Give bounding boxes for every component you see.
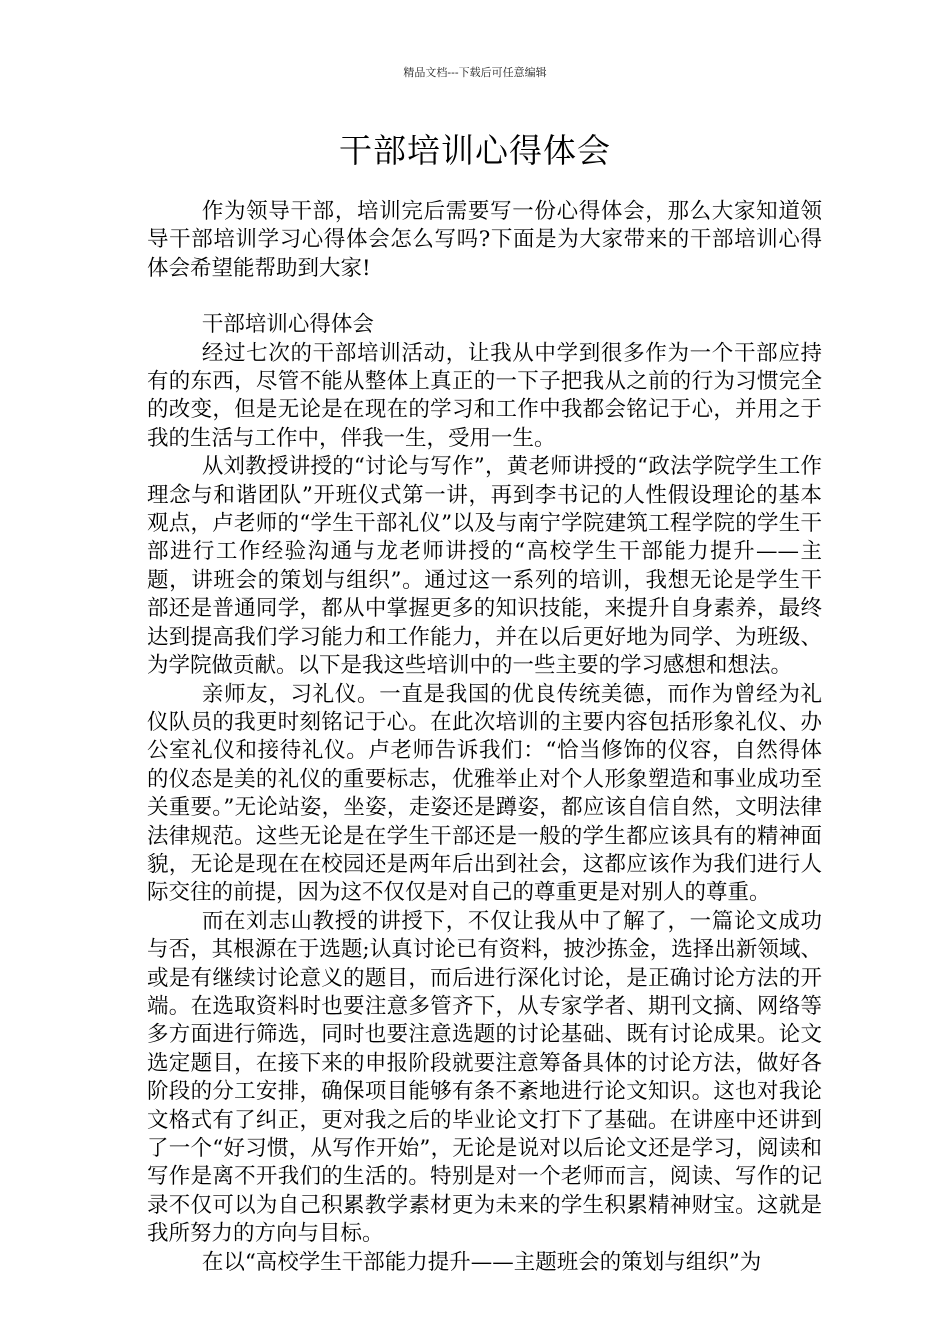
body-paragraph-4: 而在刘志山教授的讲授下，不仅让我从中了解了，一篇论文成功与否，其根源在于选题;认真讨论已有资料，披沙拣金，选择出新领域、或是有继续讨论意义的题目，而后进行深化讨论，是正确讨论方法的开端。在选取资料时也要注意多管齐下，从专家学者、期刊文摘、网络等多方面进行筛选，同时也要注意选题的讨论基础、既有讨论成果。论文选定题目，在接下来的申报阶段就要注意筹备具体的讨论方法，做好各阶段的分工安排，确保项目能够有条不紊地进行论文知识。这也对我论文格式有了纠正，更对我之后的毕业论文打下了基础。在讲座中还讲到了一个“好习惯，从写作开始”，无论是说对以后论文还是学习，阅读和写作是离不开我们的生活的。特别是对一个老师而言，阅读、写作的记录不仅可以为自己积累教学素材更为未来的学生积累精神财宝。这就是我所努力的方向与目标。 xyxy=(147,908,822,1247)
body-paragraph-1: 经过七次的干部培训活动，让我从中学到很多作为一个干部应持有的东西，尽管不能从整体上真正的一下子把我从之前的行为习惯完全的改变，但是无论是在现在的学习和工作中我都会铭记于心，并用之于我的生活与工作中，伴我一生，受用一生。 xyxy=(147,340,822,451)
section-subheading: 干部培训心得体会 xyxy=(201,312,374,338)
body-paragraph-3: 亲师友，习礼仪。一直是我国的优良传统美德，而作为曾经为礼仪队员的我更时刻铭记于心。在此次培训的主要内容包括形象礼仪、办公室礼仪和接待礼仪。卢老师告诉我们：“恰当修饰的仪容，自然得体的仪态是美的礼仪的重要标志，优雅举止对个人形象塑造和事业成功至关重要。”无论站姿，坐姿，走姿还是蹲姿，都应该自信自然，文明法律法律规范。这些无论是在学生干部还是一般的学生都应该具有的精神面貌，无论是现在在校园还是两年后出到社会，这都应该作为我们进行人际交往的前提，因为这不仅仅是对自己的尊重更是对别人的尊重。 xyxy=(147,681,822,906)
document-title: 干部培训心得体会 xyxy=(339,131,611,170)
document-body xyxy=(147,198,822,1277)
body-paragraph-2: 从刘教授讲授的“讨论与写作”，黄老师讲授的“政法学院学生工作理念与和谐团队”开班仪式第一讲，再到李书记的人性假设理论的基本观点，卢老师的“学生干部礼仪”以及与南宁学院建筑工程学院的学生干部进行工作经验沟通与龙老师讲授的“高校学生干部能力提升——主题，讲班会的策划与组织”。通过这一系列的培训，我想无论是学生干部还是普通同学，都从中掌握更多的知识技能，来提升自身素养，最终达到提高我们学习能力和工作能力，并在以后更好地为同学、为班级、为学院做贡献。以下是我这些培训中的一些主要的学习感想和想法。 xyxy=(147,454,822,679)
body-paragraph-5: 在以“高校学生干部能力提升——主题班会的策划与组织”为 xyxy=(201,1249,762,1275)
page-header: 精品文档---下载后可任意编辑 xyxy=(403,66,547,79)
intro-paragraph: 作为领导干部，培训完后需要写一份心得体会，那么大家知道领导干部培训学习心得体会怎么写吗?下面是为大家带来的干部培训心得体会希望能帮助到大家! xyxy=(147,199,822,281)
